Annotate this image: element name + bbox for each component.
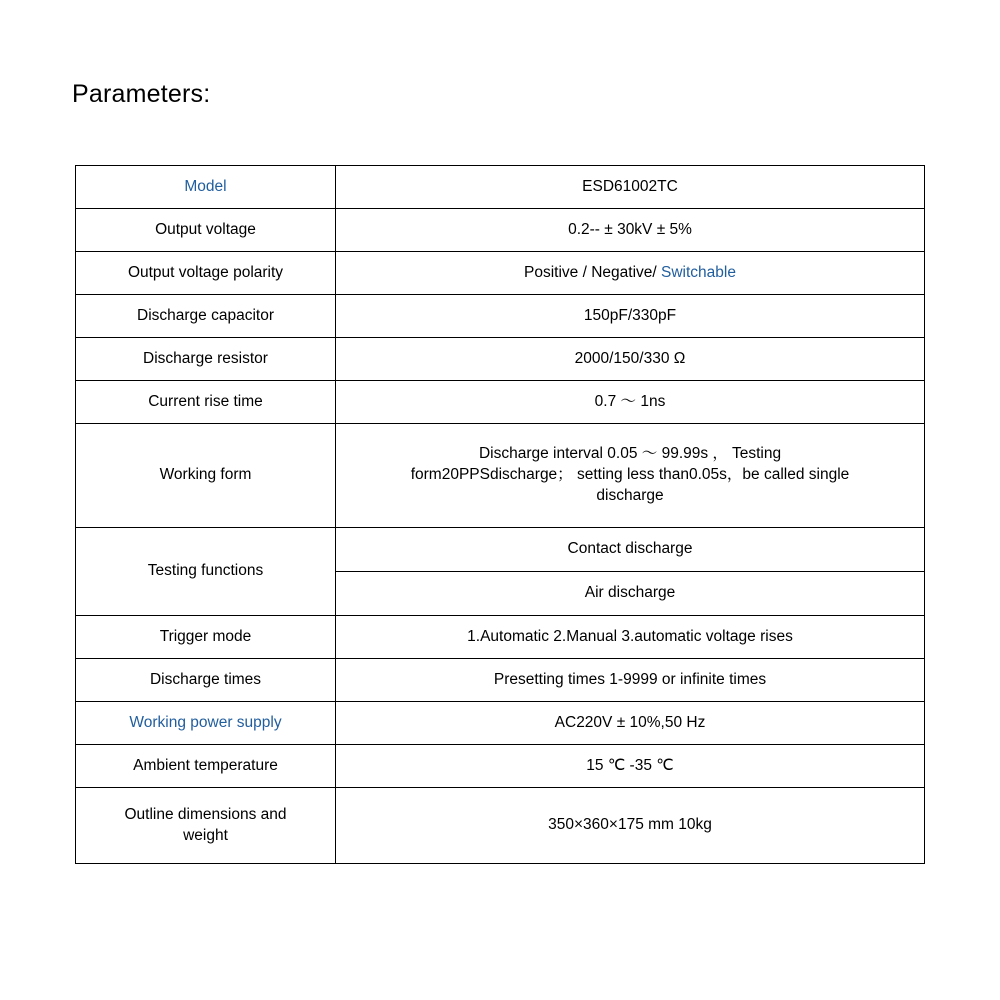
table-row-model <box>76 166 925 209</box>
row-ambient-temp-label: Ambient temperature <box>76 745 336 788</box>
row-rise-time-value: 0.7 ～ 1ns <box>336 381 925 424</box>
row-rise-time-label: Current rise time <box>76 381 336 424</box>
row-resistor-label: Discharge resistor <box>76 338 336 381</box>
polarity-value-switchable: Switchable <box>661 263 736 281</box>
row-testing-functions-value-air: Air discharge <box>336 572 925 616</box>
row-capacitor-value: 150pF/330pF <box>336 295 925 338</box>
dimensions-label-text: Outline dimensions and weight <box>124 805 287 844</box>
row-dimensions-value: 350×360×175 mm 10kg <box>336 788 925 864</box>
row-power-supply-value: AC220V ± 10%,50 Hz <box>336 702 925 745</box>
working-form-line-1: Discharge interval 0.05 ～ 99.99s ， Testing <box>478 445 782 463</box>
table-row-current-rise-time <box>76 381 925 424</box>
row-model-label: Model <box>76 166 336 209</box>
table-row-discharge-resistor <box>76 338 925 381</box>
row-trigger-mode-value: 1.Automatic 2.Manual 3.automatic voltage rises <box>336 616 925 659</box>
table-row-output-voltage-polarity <box>76 252 925 295</box>
parameters-table <box>75 165 925 864</box>
page-title: Parameters: <box>72 80 211 108</box>
row-discharge-times-value: Presetting times 1-9999 or infinite times <box>336 659 925 702</box>
working-form-line-2: form20PPSdischarge； setting less than0.05s，be called single <box>410 466 850 484</box>
table-row-trigger-mode <box>76 616 925 659</box>
table-row-testing-functions <box>76 528 925 572</box>
row-polarity-value <box>336 252 925 295</box>
row-testing-functions-label: Testing functions <box>76 528 336 616</box>
row-output-voltage-label: Output voltage <box>76 209 336 252</box>
table-row-working-form <box>76 424 925 528</box>
row-testing-functions-value-contact: Contact discharge <box>336 528 925 572</box>
table-row-outline-dimensions <box>76 788 925 864</box>
working-form-line-3: discharge <box>596 486 664 504</box>
row-resistor-value: 2000/150/330 Ω <box>336 338 925 381</box>
table-row-discharge-times <box>76 659 925 702</box>
table-row-working-power-supply <box>76 702 925 745</box>
row-trigger-mode-label: Trigger mode <box>76 616 336 659</box>
table-row-output-voltage <box>76 209 925 252</box>
row-working-form-label: Working form <box>76 424 336 528</box>
row-discharge-times-label: Discharge times <box>76 659 336 702</box>
row-ambient-temp-value: 15 ℃ -35 ℃ <box>336 745 925 788</box>
row-working-form-value <box>336 424 925 528</box>
row-dimensions-label <box>76 788 336 864</box>
row-output-voltage-value: 0.2-- ± 30kV ± 5% <box>336 209 925 252</box>
row-polarity-label: Output voltage polarity <box>76 252 336 295</box>
polarity-value-main: Positive / Negative/ <box>524 263 661 281</box>
row-model-value: ESD61002TC <box>336 166 925 209</box>
row-power-supply-label: Working power supply <box>76 702 336 745</box>
table-row-discharge-capacitor <box>76 295 925 338</box>
row-capacitor-label: Discharge capacitor <box>76 295 336 338</box>
table-row-ambient-temperature <box>76 745 925 788</box>
